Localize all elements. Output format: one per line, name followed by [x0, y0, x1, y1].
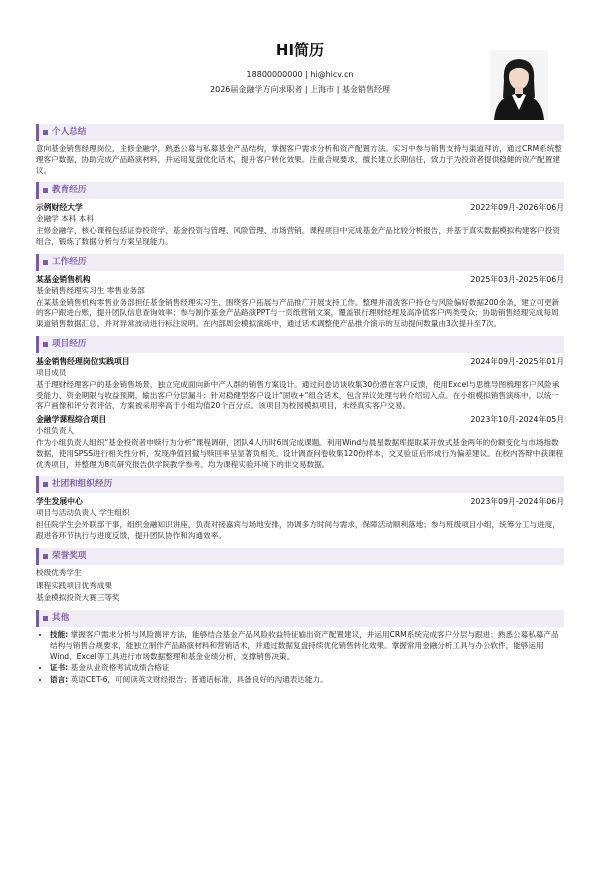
award-item: 课程实践项目优秀成果: [36, 580, 112, 590]
project-name: 基金销售经理岗位实践项目: [36, 356, 130, 366]
other-label: 语言:: [50, 675, 69, 685]
summary-section: [36, 124, 564, 176]
section-title: 工作经历: [52, 256, 87, 267]
work-role: 基金销售经理实习生 零售业务部: [36, 285, 145, 295]
project-name: 金融学课程综合项目: [36, 415, 107, 425]
section-title: 个人总结: [52, 127, 87, 137]
other-section: [36, 610, 564, 686]
contact-line: 18800000000 | hi@hicv.cn: [246, 70, 354, 79]
work-desc: 在某基金销售机构零售业务部担任基金销售经理实习生，围绕客户拓展与产品推广开展支持工作。整理并清洗客户持仓与风险偏好数据200余条，建立可更新的客户跟进台账，提升团队信息查询效率；参与制作基金产品路演PPT与一页纸营销文案，覆盖银行理财经理及高净值客户两类受众；协助销售经理完成每周渠道销售数据汇总，并对异常波动进行标注说明。在内部周会模拟演练中，通过话术调整使产品推介演示的互动提问数量由3次提升至7次。: [36, 297, 560, 329]
other-item: [50, 630, 564, 662]
section-title: 荣誉奖项: [52, 550, 87, 561]
project-desc: 作为小组负责人组织“基金投资者申赎行为分析”课程调研，团队4人历时6周完成课题。利用Wind与晨星数据库提取某开放式基金两年的份额变化与市场指数数据，使用SPSS进行相关性分析，发现净值回撤与赎回率呈显著负相关。设计调查问卷收集120份样本，交叉验证后形成行为偏差建议。在校内答辩中获课程优秀项目，并整理为8页研究报告供学院教学参考。均为课程实验环境下的非交易数据。: [36, 437, 564, 469]
section-header-projects: [36, 336, 564, 353]
company-name: 某基金销售机构: [36, 274, 91, 284]
work-date: 2025年03月-2025年06月: [470, 274, 564, 284]
section-header-awards: [36, 548, 564, 565]
section-square-icon: [43, 260, 48, 265]
project-role: 小组负责人: [36, 426, 74, 436]
project-role: 项目成员: [36, 368, 67, 377]
work-section: [36, 254, 564, 330]
school-name: 示例财经大学: [36, 203, 83, 213]
summary-text: 意向基金销售经理岗位，主修金融学，熟悉公募与私募基金产品结构，掌握客户需求分析和资产配置方法。实习中参与销售支持与渠道拜访，通过CRM系统整理客户数据，协助完成产品路演材料，并运用复盘优化话术，提升客户转化效果。注重合规要求，擅长建立长期信任，致力于为投资者提供稳健的资产配置建议。: [36, 144, 562, 175]
project-row: [36, 414, 564, 425]
other-item: [50, 675, 564, 686]
activity-role: 项目与活动负责人 学生组织: [36, 508, 130, 518]
other-label: 技能:: [50, 630, 69, 640]
section-square-icon: [43, 130, 48, 135]
education-section: [36, 182, 564, 247]
section-header-summary: [36, 124, 564, 141]
work-row: [36, 274, 564, 285]
activity-row: [36, 496, 564, 507]
section-header-work: [36, 254, 564, 271]
education-major: 金融学 本科 本科: [36, 214, 94, 224]
section-header-education: [36, 182, 564, 199]
section-header-other: [36, 610, 564, 627]
other-label: 证书:: [50, 663, 69, 673]
award-item: 基金模拟投资大赛三等奖: [36, 593, 120, 603]
awards-section: [36, 548, 564, 604]
objective-line: 2026届金融学方向求职者 | 上海市 | 基金销售经理: [210, 85, 390, 94]
project-row: [36, 356, 564, 367]
section-square-icon: [43, 554, 48, 559]
other-text: 英语CET-6，可阅读英文财经报告；普通话标准，具备良好的沟通表达能力。: [70, 675, 328, 685]
section-square-icon: [43, 188, 48, 193]
section-square-icon: [43, 616, 48, 621]
project-desc: 基于理财经理客户的基金销售场景，独立完成面向新中产人群的销售方案设计。通过问卷访谈收集30份潜在客户反馈，使用Excel与思维导图梳理客户风险承受能力、资金期限与收益预期，输出客户分层漏斗；针对稳健型客户设计“固收+”组合话术，包含异议处理与转介绍切入点。在小组模拟销售演练中，以统一客户画像和评分表评估，方案被采用率高于小组均值20个百分点。该项目为校园模拟项目，未经真实客户交易。: [36, 379, 560, 411]
education-desc: 主修金融学，核心课程包括证券投资学、基金投资与管理、风险管理、市场营销。课程项目中完成基金产品比较分析报告，并基于真实数据模拟构建客户投资组合，锻炼了数据分析与方案呈现能力。: [36, 226, 560, 246]
education-date: 2022年09月-2026年06月: [470, 203, 564, 213]
resume-title: HI简历: [275, 41, 325, 59]
education-row: [36, 202, 564, 213]
award-item: 校级优秀学生: [36, 567, 82, 577]
section-title: 项目经历: [52, 338, 87, 349]
other-text: 基金从业资格考试成绩合格证: [70, 663, 170, 673]
section-square-icon: [43, 342, 48, 347]
activities-section: [36, 476, 564, 541]
profile-photo: [490, 50, 548, 120]
resume-header: [36, 0, 564, 118]
section-title: 社团和组织经历: [52, 479, 113, 490]
organization-name: 学生发展中心: [36, 497, 83, 507]
activity-desc: 担任院学生会外联部干事，组织金融知识讲座，负责对接嘉宾与场地安排，协调多方时间与需求，保障活动顺利落地；参与班级项目小组，统筹分工与进度，跟进各环节执行与进度反馈，提升团队协作和沟通效率。: [36, 520, 560, 540]
other-text: 掌握客户需求分析与风险测评方法，能够结合基金产品风险收益特征输出资产配置建议，并运用CRM系统完成客户分层与跟进；熟悉公募私募产品结构与销售合规要求，能独立制作产品路演材料和营销话术，并通过数据复盘持续优化销售转化效果。掌握常用金融分析工具与办公软件，能够运用Wind、Excel等工具进行市场数据整理和基金业绩分析，支撑销售决策。: [50, 630, 559, 661]
project-date: 2024年09月-2025年01月: [470, 356, 564, 366]
project-section: [36, 336, 564, 470]
section-header-activities: [36, 476, 564, 493]
profile-photo-image: [490, 50, 548, 120]
section-square-icon: [43, 482, 48, 487]
section-title: 教育经历: [52, 185, 87, 196]
project-date: 2023年10月-2024年05月: [470, 415, 564, 425]
activity-date: 2023年09月-2024年06月: [470, 497, 564, 507]
other-list: [36, 630, 564, 686]
section-title: 其他: [52, 613, 70, 624]
other-item: [50, 663, 564, 674]
